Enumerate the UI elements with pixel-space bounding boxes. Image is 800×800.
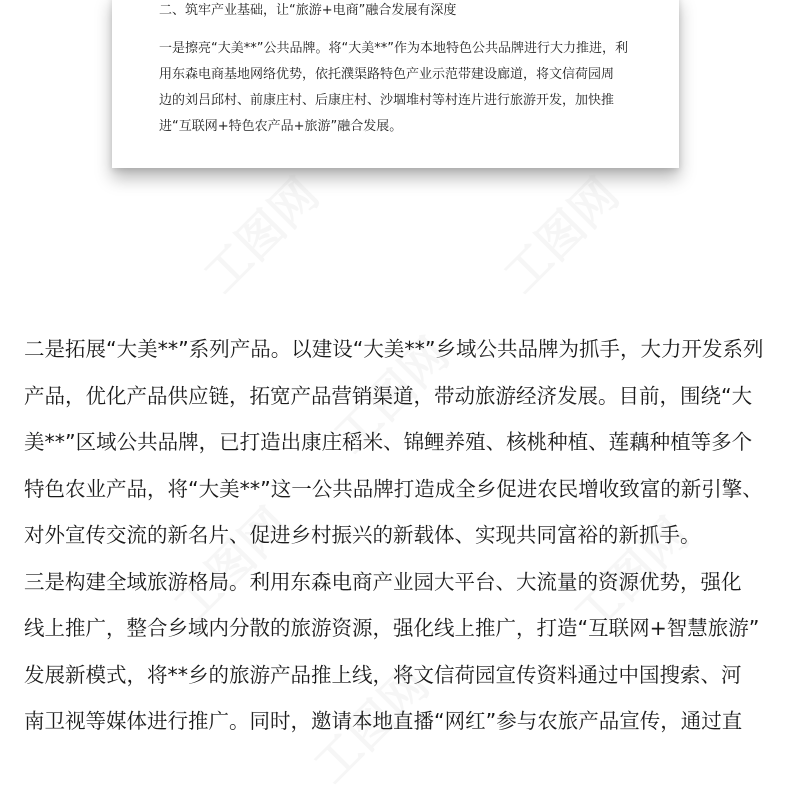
watermark: 工图网 <box>493 167 630 304</box>
body-line: 三是构建全域旅游格局。利用东森电商产业园大平台、大流量的资源优势，强化 <box>24 569 742 594</box>
card-section-heading: 二、筑牢产业基础，让“旅游+电商”融合发展有深度 <box>159 3 457 18</box>
watermark: 工图网 <box>563 507 700 644</box>
body-line: 二是拓展“大美**”系列产品。以建设“大美**”乡域公共品牌为抓手，大力开发系列 <box>24 337 764 361</box>
body-line: 线上推广，整合乡域内分散的旅游资源，强化线上推广，打造“互联网+智慧旅游” <box>24 616 760 640</box>
watermark: 工图网 <box>193 167 330 304</box>
body-line: 对外宣传交流的新名片、促进乡村振兴的新载体、实现共同富裕的新抓手。 <box>24 523 701 547</box>
body-line: 特色农业产品，将“大美**”这一公共品牌打造成全乡促进农民增收致富的新引擎、 <box>24 476 763 501</box>
card-paragraph <box>159 36 659 140</box>
watermark: 工图网 <box>163 497 300 634</box>
watermark: 工图网 <box>303 657 440 794</box>
watermark: 工图网 <box>323 327 460 464</box>
card-line: 用东森电商基地网络优势，依托濮渠路特色产业示范带建设廊道，将文信荷园周 <box>159 67 615 82</box>
body-line: 美**”区域公共品牌，已打造出康庄稻米、锦鲤养殖、核桃种植、莲藕种植等多个 <box>24 430 753 454</box>
card-line: 一是擦亮“大美**”公共品牌。将“大美**”作为本地特色公共品牌进行大力推进，利 <box>159 41 628 56</box>
main-body-text <box>24 326 784 745</box>
card-line: 进“互联网+特色农产品+旅游”融合发展。 <box>159 119 403 134</box>
body-line: 南卫视等媒体进行推广。同时，邀请本地直播“网红”参与农旅产品宣传，通过直 <box>24 709 743 733</box>
card-line: 边的刘吕邱村、前康庄村、后康庄村、沙堌堆村等村连片进行旅游开发，加快推 <box>159 93 615 108</box>
body-line: 发展新模式，将**乡的旅游产品推上线，将文信荷园宣传资料通过中国搜索、河 <box>24 662 742 687</box>
body-line: 产品，优化产品供应链，拓宽产品营销渠道，带动旅游经济发展。目前，围绕“大 <box>24 383 753 408</box>
